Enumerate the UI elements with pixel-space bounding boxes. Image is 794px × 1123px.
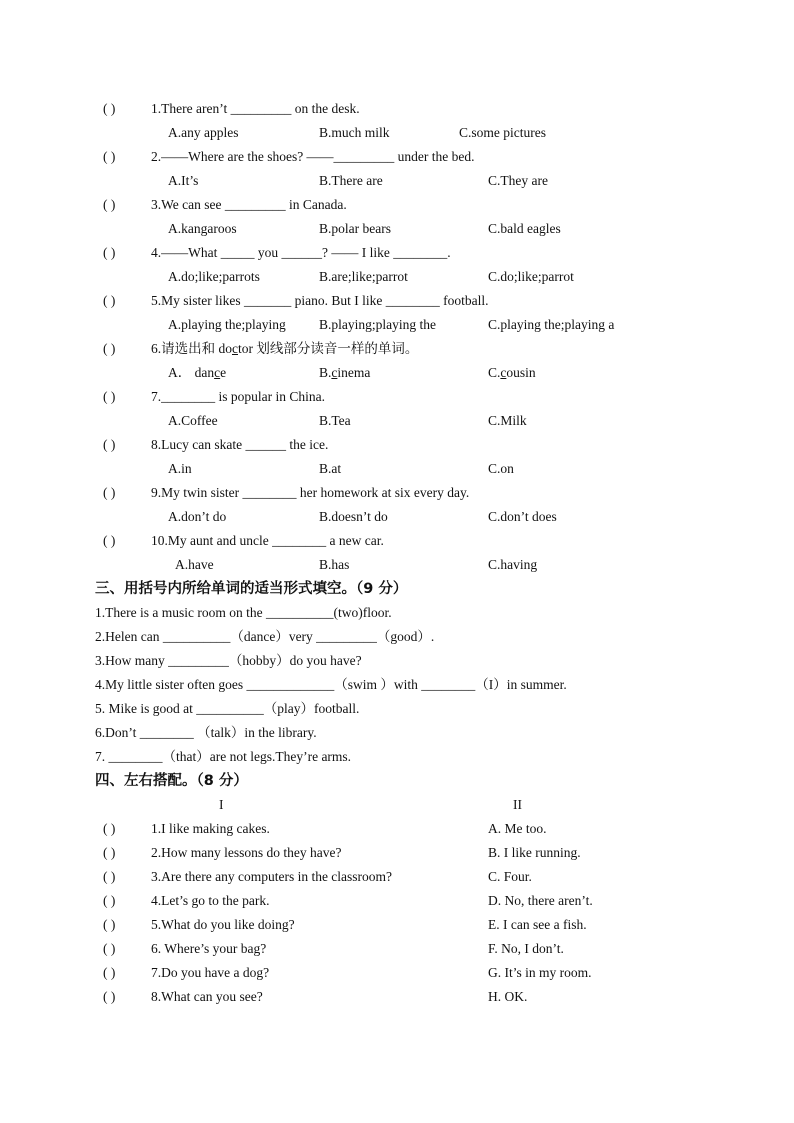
answer-blank[interactable]: ( ) bbox=[103, 437, 116, 452]
answer-blank[interactable]: ( ) bbox=[103, 989, 116, 1004]
question-text: 5.My sister likes _______ piano. But I like ________ football. bbox=[151, 293, 489, 308]
option-a: A.Coffee bbox=[168, 413, 218, 428]
mc-question-4 bbox=[0, 241, 794, 265]
match-right: A. Me too. bbox=[488, 821, 547, 836]
mc-question-5 bbox=[0, 289, 794, 313]
match-left: 6. Where’s your bag? bbox=[151, 941, 267, 956]
option-b: B.cinema bbox=[319, 365, 371, 380]
option-b: B.Tea bbox=[319, 413, 351, 428]
column-header-right: II bbox=[513, 797, 522, 812]
underlined-letter: c bbox=[232, 341, 238, 356]
match-left: 4.Let’s go to the park. bbox=[151, 893, 270, 908]
mc-options-8 bbox=[0, 457, 794, 481]
fill-sentence: 1.There is a music room on the __________(two)floor. bbox=[95, 605, 392, 620]
option-b: B.playing;playing the bbox=[319, 317, 436, 332]
mc-options-6 bbox=[0, 361, 794, 385]
mc-question-10 bbox=[0, 529, 794, 553]
answer-blank[interactable]: ( ) bbox=[103, 821, 116, 836]
answer-blank[interactable]: ( ) bbox=[103, 293, 116, 308]
fill-item-1 bbox=[0, 601, 794, 625]
question-text: 9.My twin sister ________ her homework at six every day. bbox=[151, 485, 470, 500]
question-text: 10.My aunt and uncle ________ a new car. bbox=[151, 533, 384, 548]
option-a: A.in bbox=[168, 461, 192, 476]
match-right: B. I like running. bbox=[488, 845, 581, 860]
option-c: C.bald eagles bbox=[488, 221, 561, 236]
match-left: 8.What can you see? bbox=[151, 989, 263, 1004]
mc-question-7 bbox=[0, 385, 794, 409]
match-row-6 bbox=[0, 937, 794, 961]
match-right: G. It’s in my room. bbox=[488, 965, 592, 980]
answer-blank[interactable]: ( ) bbox=[103, 533, 116, 548]
answer-blank[interactable]: ( ) bbox=[103, 941, 116, 956]
match-row-2 bbox=[0, 841, 794, 865]
option-c: C.playing the;playing a bbox=[488, 317, 615, 332]
match-left: 3.Are there any computers in the classroom? bbox=[151, 869, 393, 884]
fill-item-3 bbox=[0, 649, 794, 673]
answer-blank[interactable]: ( ) bbox=[103, 149, 116, 164]
answer-blank[interactable]: ( ) bbox=[103, 197, 116, 212]
option-a: A.playing the;playing bbox=[168, 317, 286, 332]
answer-blank[interactable]: ( ) bbox=[103, 845, 116, 860]
mc-question-6 bbox=[0, 337, 794, 361]
option-b: B.are;like;parrot bbox=[319, 269, 408, 284]
mc-options-3 bbox=[0, 217, 794, 241]
match-right: F. No, I don’t. bbox=[488, 941, 564, 956]
answer-blank[interactable]: ( ) bbox=[103, 341, 116, 356]
match-left: 1.I like making cakes. bbox=[151, 821, 270, 836]
mc-options-7 bbox=[0, 409, 794, 433]
question-text: 2.——Where are the shoes? ——_________ under the bed. bbox=[151, 149, 475, 164]
fill-item-7 bbox=[0, 745, 794, 769]
match-right: D. No, there aren’t. bbox=[488, 893, 593, 908]
mc-options-10 bbox=[0, 553, 794, 577]
match-row-8 bbox=[0, 985, 794, 1009]
option-c: C.cousin bbox=[488, 365, 536, 380]
match-row-3 bbox=[0, 865, 794, 889]
option-b: B.doesn’t do bbox=[319, 509, 388, 524]
question-text: 6.请选出和 doctor 划线部分读音一样的单词。 bbox=[151, 341, 419, 356]
answer-blank[interactable]: ( ) bbox=[103, 101, 116, 116]
section-3-heading bbox=[0, 577, 794, 601]
match-row-4 bbox=[0, 889, 794, 913]
option-a: A． dance bbox=[168, 365, 227, 380]
section-title: 四、左右搭配。（8 分） bbox=[95, 773, 248, 789]
answer-blank[interactable]: ( ) bbox=[103, 893, 116, 908]
matching-column-headers bbox=[0, 793, 794, 817]
mc-options-5 bbox=[0, 313, 794, 337]
section-4-heading bbox=[0, 769, 794, 793]
option-c: C.do;like;parrot bbox=[488, 269, 574, 284]
answer-blank[interactable]: ( ) bbox=[103, 485, 116, 500]
fill-sentence: 7. ________（that）are not legs.They’re arms. bbox=[95, 749, 352, 764]
mc-question-1 bbox=[0, 97, 794, 121]
question-text: 4.——What _____ you ______? —— I like ________. bbox=[151, 245, 451, 260]
mc-options-4 bbox=[0, 265, 794, 289]
option-c: C.They are bbox=[488, 173, 548, 188]
option-b: B.polar bears bbox=[319, 221, 391, 236]
option-b: B.has bbox=[319, 557, 350, 572]
fill-sentence: 4.My little sister often goes _____________（swim ）with ________（I）in summer. bbox=[95, 677, 567, 692]
option-a: A.kangaroos bbox=[168, 221, 237, 236]
mc-options-1 bbox=[0, 121, 794, 145]
option-a: A.any apples bbox=[168, 125, 239, 140]
option-c: C.don’t does bbox=[488, 509, 557, 524]
fill-item-2 bbox=[0, 625, 794, 649]
option-c: C.Milk bbox=[488, 413, 527, 428]
option-a: A.have bbox=[175, 557, 214, 572]
mc-question-8 bbox=[0, 433, 794, 457]
option-a: A.do;like;parrots bbox=[168, 269, 260, 284]
answer-blank[interactable]: ( ) bbox=[103, 917, 116, 932]
fill-sentence: 5. Mike is good at __________（play）football. bbox=[95, 701, 360, 716]
option-c: C.some pictures bbox=[459, 125, 546, 140]
match-row-5 bbox=[0, 913, 794, 937]
match-right: C. Four. bbox=[488, 869, 532, 884]
match-right: H. OK. bbox=[488, 989, 528, 1004]
fill-item-6 bbox=[0, 721, 794, 745]
mc-question-3 bbox=[0, 193, 794, 217]
mc-options-2 bbox=[0, 169, 794, 193]
answer-blank[interactable]: ( ) bbox=[103, 389, 116, 404]
option-b: B.There are bbox=[319, 173, 383, 188]
mc-question-9 bbox=[0, 481, 794, 505]
fill-sentence: 6.Don’t ________ （talk）in the library. bbox=[95, 725, 317, 740]
answer-blank[interactable]: ( ) bbox=[103, 245, 116, 260]
option-a: A.don’t do bbox=[168, 509, 227, 524]
option-c: C.on bbox=[488, 461, 514, 476]
question-text: 3.We can see _________ in Canada. bbox=[151, 197, 347, 212]
match-left: 2.How many lessons do they have? bbox=[151, 845, 342, 860]
column-header-left: I bbox=[219, 797, 224, 812]
answer-blank[interactable]: ( ) bbox=[103, 965, 116, 980]
match-row-1 bbox=[0, 817, 794, 841]
question-text: 7.________ is popular in China. bbox=[151, 389, 325, 404]
mc-question-2 bbox=[0, 145, 794, 169]
match-left: 5.What do you like doing? bbox=[151, 917, 295, 932]
section-title: 三、用括号内所给单词的适当形式填空。（9 分） bbox=[95, 581, 408, 597]
question-text: 8.Lucy can skate ______ the ice. bbox=[151, 437, 329, 452]
match-left: 7.Do you have a dog? bbox=[151, 965, 270, 980]
option-c: C.having bbox=[488, 557, 538, 572]
answer-blank[interactable]: ( ) bbox=[103, 869, 116, 884]
match-right: E. I can see a fish. bbox=[488, 917, 587, 932]
fill-sentence: 2.Helen can __________（dance）very _________（good）. bbox=[95, 629, 435, 644]
question-text: 1.There aren’t _________ on the desk. bbox=[151, 101, 360, 116]
option-b: B.much milk bbox=[319, 125, 390, 140]
option-a: A.It’s bbox=[168, 173, 199, 188]
fill-item-5 bbox=[0, 697, 794, 721]
mc-options-9 bbox=[0, 505, 794, 529]
match-row-7 bbox=[0, 961, 794, 985]
fill-sentence: 3.How many _________（hobby）do you have? bbox=[95, 653, 362, 668]
option-b: B.at bbox=[319, 461, 342, 476]
fill-item-4 bbox=[0, 673, 794, 697]
